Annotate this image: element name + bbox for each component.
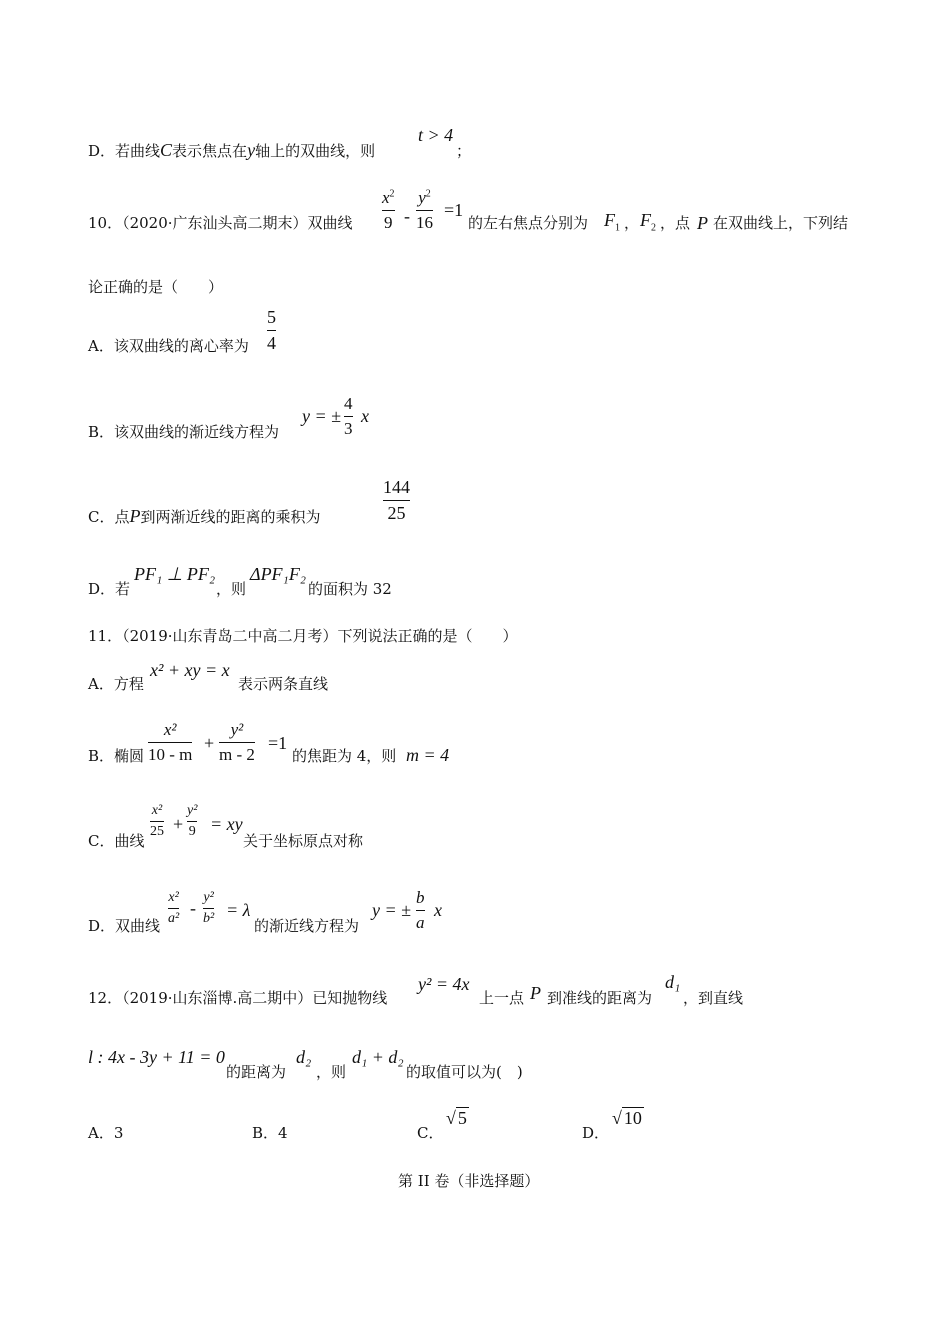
q11-b-eq: =1: [268, 733, 288, 753]
q12-option-c: [417, 1122, 443, 1143]
q12-option-b: B．4: [252, 1124, 288, 1142]
q10-d-text3: 的面积为 32: [308, 580, 392, 598]
q10-c-p: P: [129, 506, 141, 526]
q11-b-frac1: [148, 720, 192, 764]
q9-d-end: ；: [456, 142, 472, 160]
q11-d-frac2: [203, 890, 214, 927]
q11-option-b: B．椭圆: [88, 747, 145, 765]
q10-d-text2: ，则: [216, 580, 247, 598]
q11-c-d2: 9: [188, 824, 196, 840]
q10-b-den: 3: [344, 418, 353, 438]
q11-c-d1: 25: [150, 824, 164, 840]
q10-stem-line2: 论正确的是（ ）: [88, 278, 224, 296]
q10-stem-post3: 在双曲线上，下列结: [713, 214, 849, 232]
q9-d-c: C: [160, 140, 173, 160]
q12-option-c-label: C．: [417, 1124, 444, 1142]
q11-d-frac3: [416, 888, 425, 932]
q10-a-num: 5: [267, 307, 276, 327]
q12-stem-mid2: 到准线的距离为: [547, 989, 653, 1007]
q10-b-frac: [344, 394, 353, 438]
q11-d-n2: y²: [203, 890, 214, 905]
q12-option-d: [582, 1122, 609, 1143]
q10-frac-x2-9: $x^2$ 9: [382, 188, 395, 232]
q9-d-mid2: 轴上的双曲线，则: [255, 142, 376, 160]
q11-c-text2: 关于坐标原点对称: [243, 832, 364, 850]
q10-c-num: 144: [383, 477, 410, 497]
q10-eq-1: =1: [444, 200, 464, 220]
q11-c-frac2: [187, 803, 197, 840]
q11-b-res: m = 4: [406, 745, 450, 765]
q10-stem-pre: 10．（2020·广东汕头高二期末）双曲线: [88, 214, 353, 232]
section-heading: 第 II 卷（非选择题）: [398, 1172, 540, 1190]
q11-c-eq: = xy: [210, 814, 243, 834]
q10-b-x: x: [361, 406, 369, 426]
q10-eq-minus: -: [404, 206, 410, 226]
q11-b-n2: y²: [230, 720, 244, 739]
q12-end: 的取值可以为( ): [406, 1063, 523, 1081]
q12-sum: d₁ + d₂: [352, 1047, 404, 1067]
q11-b-frac2: [219, 720, 255, 764]
q10-a-den: 4: [267, 332, 276, 353]
q10-f1: $F_1$: [604, 210, 620, 234]
q12-stem-pre: 12．（2019·山东淄博.高二期中）已知抛物线: [88, 989, 388, 1007]
q12-p: P: [530, 983, 541, 1003]
q11-option-c: C．曲线: [88, 832, 145, 850]
q12-d1: d₁: [665, 972, 681, 992]
q10-option-a: A．该双曲线的离心率为: [88, 337, 249, 355]
q11-b-plus: +: [204, 733, 215, 753]
q11-d-eq: = λ: [226, 900, 251, 920]
q10-sep: ，: [624, 214, 640, 232]
q10-eq-9: 9: [384, 212, 393, 232]
q10-f1-letter: F: [604, 210, 615, 230]
q12-stem-end: ，到直线: [683, 989, 744, 1007]
q11-d-minus: -: [190, 898, 196, 918]
q9-d-label: D．若曲线: [88, 142, 161, 160]
q11-d-text2: 的渐近线方程为: [254, 917, 360, 935]
q12-d2: d₂: [296, 1047, 312, 1067]
q10-f2: $F_2$: [640, 210, 656, 234]
q10-frac-y2-16: $y^2$ 16: [416, 188, 433, 232]
q11-d-n1: x²: [168, 890, 179, 905]
q10-option-d: D．若: [88, 580, 131, 598]
q11-d-pre: y = ±: [372, 900, 412, 920]
q11-c-n1: x²: [151, 803, 163, 818]
q10-eq-16: 16: [416, 212, 433, 232]
q9-d-y: y: [247, 140, 256, 160]
q11-d-num: b: [416, 888, 425, 907]
q11-c-n2: y²: [187, 803, 198, 818]
q10-option-b: B．该双曲线的渐近线方程为: [88, 423, 280, 441]
q10-d-tri: ΔPF₁F₂: [250, 564, 307, 584]
q10-d-eq: PF₁ ⊥ PF₂: [134, 564, 216, 584]
q9-option-d: [88, 140, 375, 161]
q12-line-eq: l : 4x - 3y + 11 = 0: [88, 1047, 225, 1067]
q10-eq-y: y: [418, 188, 426, 207]
q12-mid4: ，则: [316, 1063, 347, 1081]
q11-b-text2: 的焦距为 4，则: [292, 747, 397, 765]
q10-p: P: [697, 213, 708, 233]
q11-option-a: A．方程: [88, 675, 144, 693]
q11-d-den: a: [416, 912, 425, 932]
q12-parab: y² = 4x: [418, 974, 470, 994]
q12-option-c-sqrt: √ 5: [446, 1108, 467, 1128]
q11-d-frac1: [168, 890, 179, 927]
q12-option-d-label: D．: [582, 1124, 610, 1142]
q10-eq-x: x: [382, 188, 390, 207]
q10-c-frac: [383, 477, 410, 523]
q11-option-d: D．双曲线: [88, 917, 161, 935]
q11-b-d1: 10 - m: [148, 744, 193, 764]
q10-stem-post: 的左右焦点分别为: [468, 214, 589, 232]
q10-a-frac: [267, 307, 276, 353]
q10-f2-letter: F: [640, 210, 651, 230]
q10-c-text: C．点: [88, 508, 130, 526]
q10-b-pre: y = ±: [302, 406, 342, 426]
q10-option-c: [88, 506, 321, 527]
q10-c-text2: 到两渐近线的距离的乘积为: [140, 508, 321, 526]
q11-b-n1: x²: [163, 720, 177, 739]
q11-d-d2: b²: [203, 911, 215, 927]
q12-option-c-rad: 5: [457, 1108, 467, 1128]
q12-option-d-rad: 10: [623, 1108, 642, 1128]
q11-stem: 11．（2019·山东青岛二中高二月考）下列说法正确的是（ ）: [88, 627, 518, 645]
q9-d-cond: t > 4: [418, 125, 454, 145]
q12-stem-mid: 上一点: [479, 989, 525, 1007]
q11-a-eq: x² + xy = x: [150, 660, 230, 680]
q11-c-plus: +: [173, 814, 184, 834]
q11-a-text2: 表示两条直线: [238, 675, 329, 693]
q11-d-x: x: [434, 900, 442, 920]
q11-c-frac1: [150, 803, 164, 840]
q9-d-mid: 表示焦点在: [172, 142, 248, 160]
q12-mid3: 的距离为: [226, 1063, 287, 1081]
q12-option-d-sqrt: √ 10: [612, 1108, 642, 1128]
q12-option-a: A．3: [88, 1124, 124, 1142]
q10-b-num: 4: [344, 394, 353, 413]
q10-c-den: 25: [387, 502, 406, 523]
q11-b-d2: m - 2: [219, 744, 255, 764]
q11-d-d1: a²: [168, 911, 180, 927]
q10-stem-post2: ，点: [660, 214, 691, 232]
